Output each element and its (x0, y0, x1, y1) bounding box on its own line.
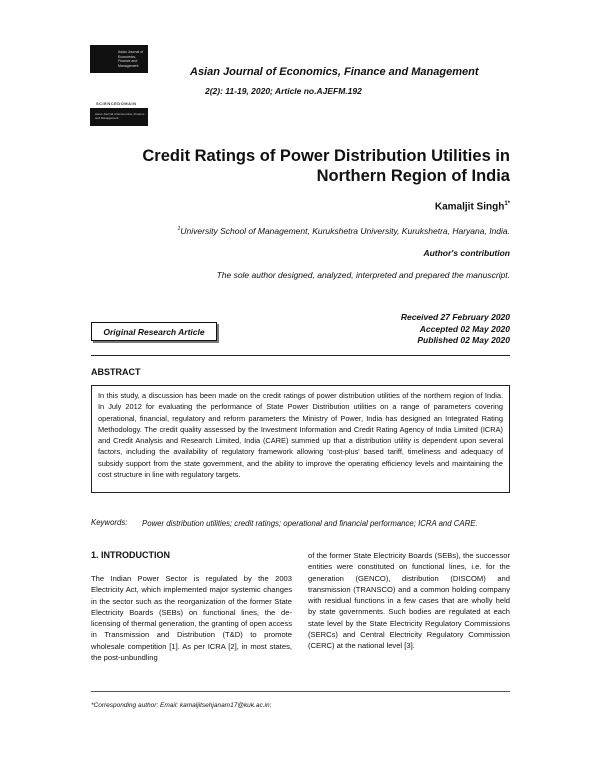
divider (91, 355, 510, 356)
author-marks: 1* (504, 201, 510, 207)
abstract-text: In this study, a discussion has been made on the credit ratings of power distribution utilities of the northern region of India. In July 2012 for evaluating the performance of State Power Distribution utilities on a range of parameters covering operational, financial, regulatory and reform parameters the Ministry of Power, India has designed an Integrated Rating Methodology. The credit quality assessed by the Investment Information and Credit Rating Agency of India Limited (ICRA) and Credit Analysis and Research Limited, India (CARE) summed up that a distribution utility is dependent upon several factors, including the availability of regulatory framework allowing 'cost-plus' based tariff, timeliness and adequacy of subsidy support from the state government, and the ability to improve the operating efficiency levels and maintaining the cost structure in line with regulatory targets. (91, 385, 510, 493)
journal-banner-text: Asian Journal of Economics, Finance and Management (95, 112, 145, 120)
contribution-text: The sole author designed, analyzed, interpreted and prepared the manuscript. (216, 270, 510, 280)
affiliation-text: University School of Management, Kurukshetra University, Kurukshetra, Haryana, India. (180, 226, 510, 236)
corresponding-author-footnote: *Corresponding author: Email: kamaljitsehjanam17@kuk.ac.in; (91, 702, 272, 709)
introduction-right-column: of the former State Electricity Boards (SEBs), the successor entities were constituted on functional lines, i.e. for the generation (GENCO), distribution (DISCOM) and transmission (TRANSCO) and a common holding company with residual functions in a few cases that are wholly held by state governments. Such bodies are regulated at each state level by the State Electricity Regulatory Commissions (SERCs) and Central Electricity Regulatory Commission (CERC) at the national level [3]. (308, 551, 510, 651)
introduction-left-column: The Indian Power Sector is regulated by the 2003 Electricity Act, which implemented major systemic changes in the sector such as the reorganization of the former State Electricity Boards (SEBs) on functional lines, the de-licensing of thermal generation, the granting of open access in Transmission and Distribution (T&D) to promote wholesale competition [1]. As per ICRA [2], in most states, the post-unbundling (91, 574, 292, 663)
footnote-divider (91, 691, 510, 692)
journal-logo (90, 45, 148, 73)
author-name-text: Kamaljit Singh (434, 201, 505, 213)
introduction-heading: 1. INTRODUCTION (91, 550, 171, 560)
abstract-heading: ABSTRACT (91, 367, 141, 377)
journal-logo-text: Asian Journal of Economics, Finance and Management (118, 50, 144, 68)
journal-banner (90, 108, 148, 126)
published-date: Published 02 May 2020 (417, 335, 510, 345)
article-dates (401, 312, 510, 347)
author-name (435, 201, 510, 212)
paper-title-line-2: Northern Region of India (316, 167, 510, 185)
keywords-text: Power distribution utilities; credit ratings; operational and financial performance; ICRA and CARE. (142, 519, 478, 528)
journal-info: 2(2): 11-19, 2020; Article no.AJEFM.192 (205, 86, 362, 96)
author-affiliation (177, 226, 510, 236)
paper-title-line-1: Credit Ratings of Power Distribution Utilities in (142, 147, 510, 165)
publisher-logo-label: SCIENCEDOMAIN (96, 101, 137, 106)
received-date: Received 27 February 2020 (400, 312, 510, 322)
keywords-label: Keywords: (91, 518, 128, 527)
journal-title: Asian Journal of Economics, Finance and Management (190, 66, 479, 78)
affiliation-mark: 1 (177, 226, 181, 233)
contribution-heading: Author's contribution (423, 248, 510, 258)
paper-title (100, 146, 510, 186)
article-type-badge: Original Research Article (91, 322, 217, 341)
accepted-date: Accepted 02 May 2020 (419, 323, 510, 334)
